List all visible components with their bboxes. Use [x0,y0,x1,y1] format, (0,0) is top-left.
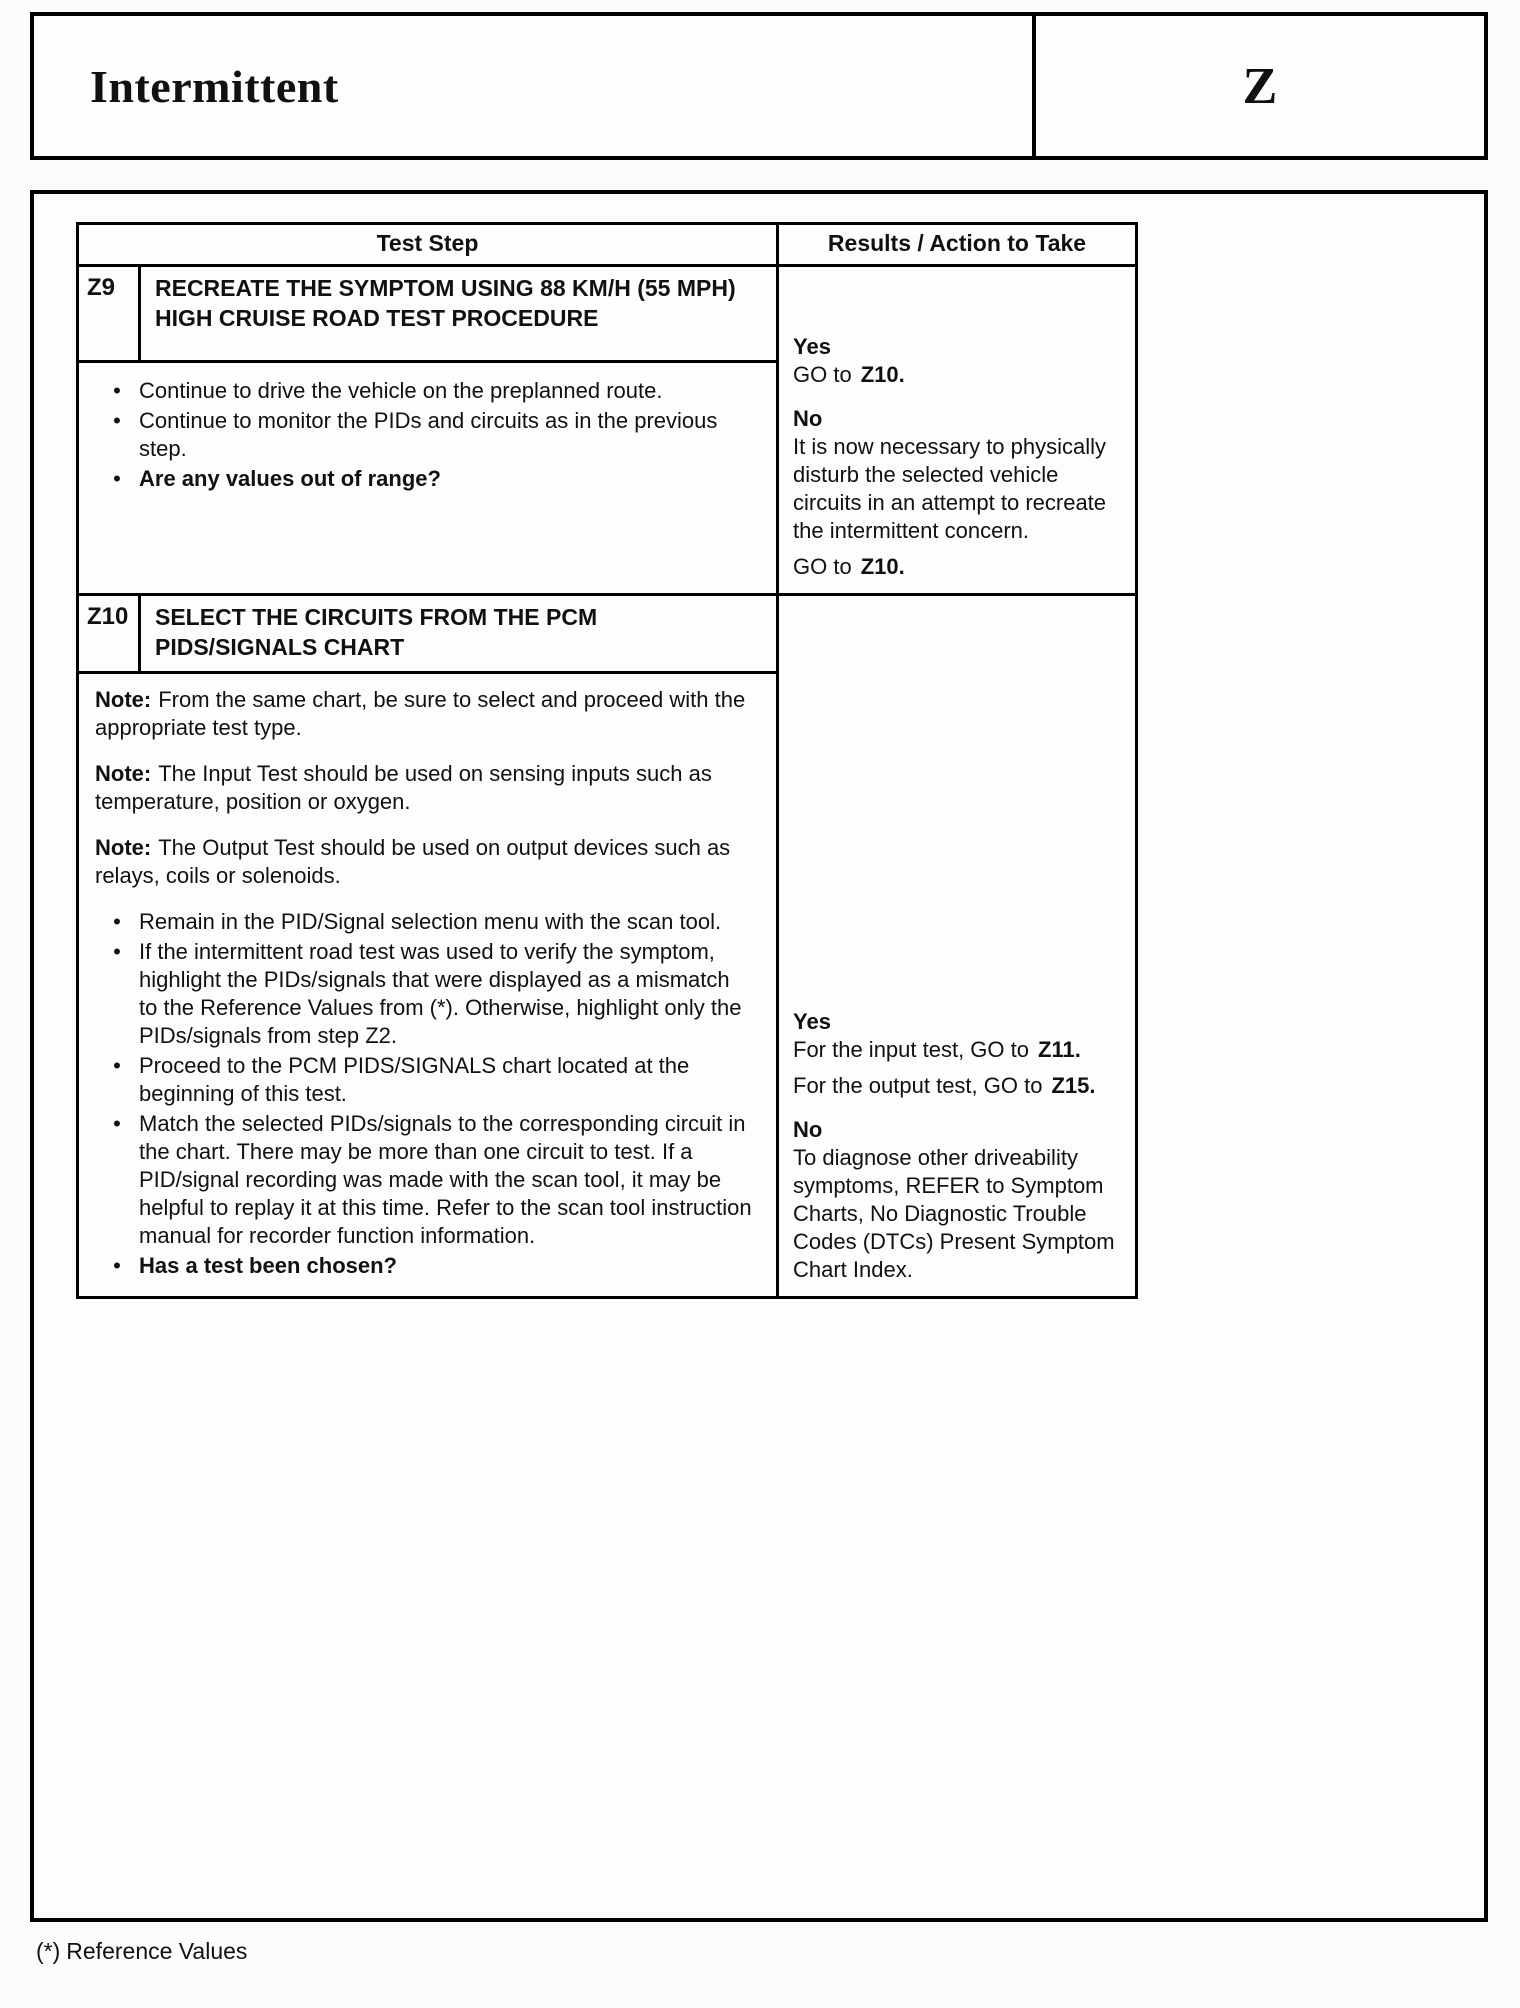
table-row-z10 [79,593,1135,1296]
spacer [793,545,1121,553]
bullet-icon: • [113,1111,121,1136]
step-id: Z9 [79,267,141,363]
list-item [95,908,760,936]
results-no-label: No [793,1117,823,1142]
table-header-row [79,225,1135,267]
results-action-line [793,1036,1121,1064]
note-label: Note: [95,687,152,712]
footnote-text: Reference Values [66,1938,248,1964]
step-title: SELECT THE CIRCUITS FROM THE PCM PIDS/SIGNALS CHART [141,596,776,674]
bullet-text: Match the selected PIDs/signals to the corresponding circuit in the chart. There may be more than one circuit to test. If a PID/signal recording was made with the scan tool, it may be helpful to replay it at this time. Refer to the scan tool instruction manual for recorder function information. [139,1111,752,1248]
footnote-marker: (*) [36,1938,61,1964]
bullet-icon: • [113,466,121,491]
page-title: Intermittent [90,60,339,112]
action-prefix: GO to [793,554,852,579]
action-target: Z10. [860,362,905,387]
chart-frame [30,190,1488,1922]
list-item [95,1110,760,1250]
diagnostic-table [76,222,1138,1299]
spacer [793,389,1121,405]
results-no-label: No [793,406,823,431]
list-item [95,1252,760,1280]
action-target: Z10. [860,554,905,579]
page-header-right [1032,16,1484,156]
note-text: The Output Test should be used on output devices such as relays, coils or solenoids. [95,835,731,888]
column-header-results: Results / Action to Take [776,225,1135,264]
note-paragraph [95,686,760,742]
results-action-line [793,553,1121,581]
bullet-icon: • [113,1053,121,1078]
note-text: The Input Test should be used on sensing inputs such as temperature, position or oxygen. [95,761,712,814]
list-item [95,938,760,1050]
bullet-text: Are any values out of range? [139,466,441,491]
bullet-text: Continue to monitor the PIDs and circuits as in the previous step. [139,408,718,461]
column-header-test-step: Test Step [376,230,479,256]
footnote [36,1938,247,1965]
bullet-icon: • [113,909,121,934]
spacer [793,1064,1121,1072]
bullet-text: If the intermittent road test was used to verify the symptom, highlight the PIDs/signals that were displayed as a mismatch to the Reference Values from (*). Otherwise, highlight only the PIDs/signals from step Z2. [139,939,742,1048]
results-yes-label: Yes [793,1009,831,1034]
list-item [95,1052,760,1108]
note-label: Note: [95,761,152,786]
action-prefix: For the output test, GO to [793,1073,1043,1098]
note-label: Note: [95,835,152,860]
results-action-line [793,361,1121,389]
bullet-text: Proceed to the PCM PIDS/SIGNALS chart located at the beginning of this test. [139,1053,690,1106]
list-item [95,377,760,405]
action-prefix: For the input test, GO to [793,1037,1029,1062]
table-row-z9 [79,267,1135,593]
step-body [79,363,776,593]
note-text: From the same chart, be sure to select and proceed with the appropriate test type. [95,687,746,740]
action-target: Z11. [1038,1037,1081,1062]
step-title: RECREATE THE SYMPTOM USING 88 KM/H (55 MPH) HIGH CRUISE ROAD TEST PROCEDURE [141,267,776,363]
step-results [776,267,1135,593]
page-header [30,12,1488,160]
section-code: Z [1242,57,1278,115]
results-no-text: It is now necessary to physically disturb the selected vehicle circuits in an attempt to recreate the intermittent concern. [793,434,1107,543]
bullet-text: Remain in the PID/Signal selection menu with the scan tool. [139,909,722,934]
step-body [79,674,776,1296]
list-item [95,407,760,463]
bullet-text: Has a test been chosen? [139,1253,397,1278]
results-yes-label: Yes [793,334,831,359]
bullet-text: Continue to drive the vehicle on the preplanned route. [139,378,663,403]
results-action-line [793,1072,1121,1100]
page-header-left [34,16,1032,156]
spacer [793,1100,1121,1116]
action-target: Z15. [1051,1073,1096,1098]
notes-block [95,686,760,890]
list-item [95,465,760,493]
bullet-icon: • [113,939,121,964]
results-no-text: To diagnose other driveability symptoms, REFER to Symptom Charts, No Diagnostic Trouble Codes (DTCs) Present Symptom Chart Index. [793,1145,1115,1282]
bullet-icon: • [113,408,121,433]
results-block [793,1008,1121,1284]
bullet-icon: • [113,1253,121,1278]
step-id: Z10 [79,596,141,674]
note-paragraph [95,834,760,890]
action-prefix: GO to [793,362,852,387]
bullet-icon: • [113,378,121,403]
step-results [776,596,1135,1296]
note-paragraph [95,760,760,816]
